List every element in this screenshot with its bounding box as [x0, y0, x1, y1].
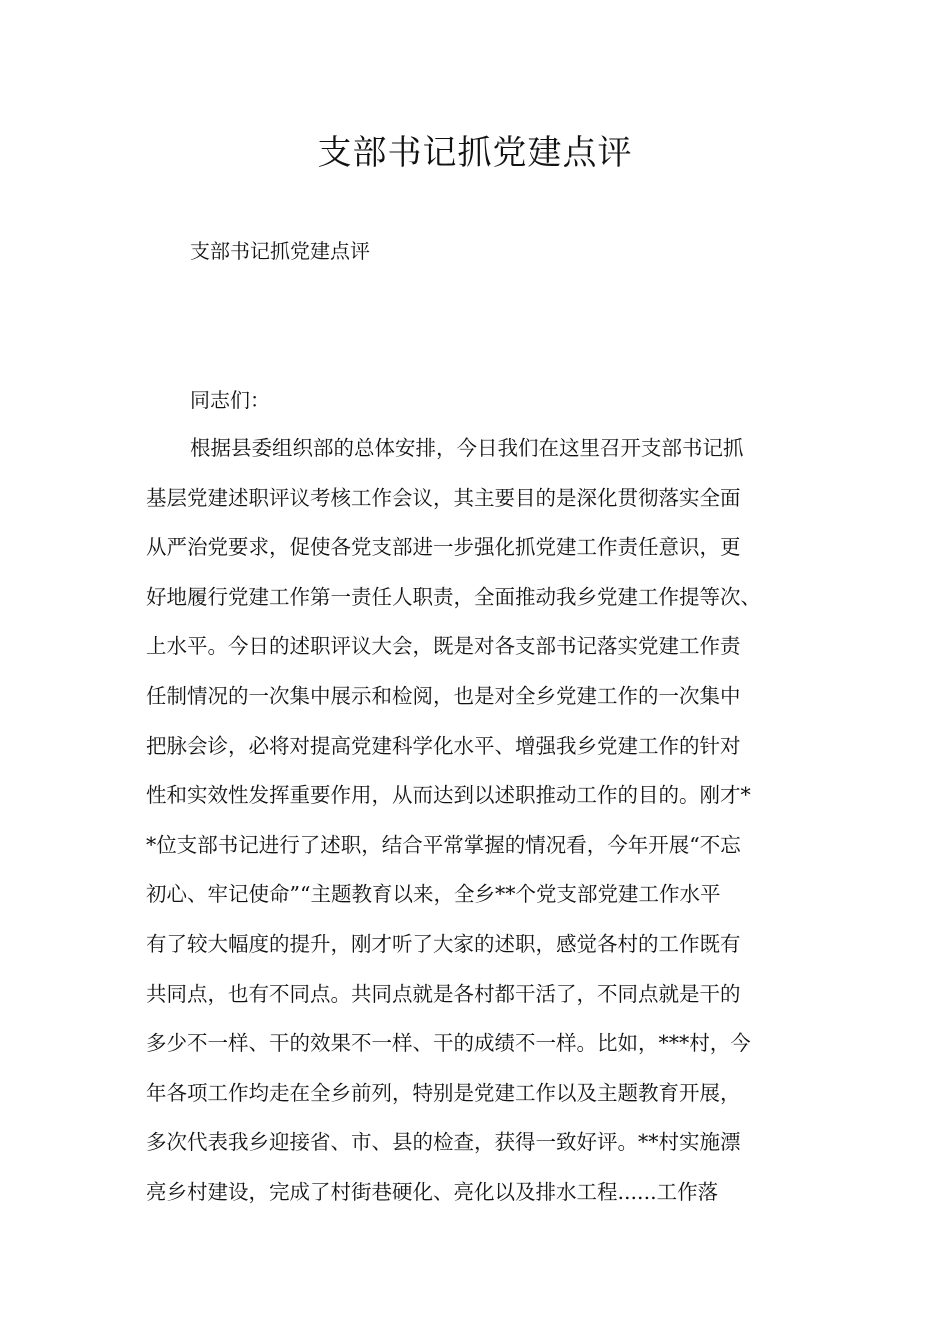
- body-line: 年各项工作均走在全乡前列，特别是党建工作以及主题教育开展，: [146, 1080, 741, 1105]
- body-line: 从严治党要求，促使各党支部进一步强化抓党建工作责任意识，更: [146, 535, 741, 560]
- document-title: 支部书记抓党建点评: [317, 133, 633, 173]
- body-line: 初心、牢记使命”“主题教育以来，全乡**个党支部党建工作水平: [146, 882, 721, 907]
- body-line: 多少不一样、干的效果不一样、干的成绩不一样。比如，***村，今: [146, 1031, 751, 1056]
- body-line: 基层党建述职评议考核工作会议，其主要目的是深化贯彻落实全面: [146, 485, 741, 510]
- body-line: 好地履行党建工作第一责任人职责，全面推动我乡党建工作提等次、: [146, 584, 761, 609]
- document-subtitle: 支部书记抓党建点评: [190, 239, 370, 263]
- body-line: 多次代表我乡迎接省、市、县的检查，获得一致好评。**村实施漂: [146, 1130, 741, 1155]
- body-line: 亮乡村建设，完成了村街巷硬化、亮化以及排水工程......工作落: [146, 1179, 719, 1204]
- body-line: 根据县委组织部的总体安排，今日我们在这里召开支部书记抓: [190, 436, 744, 460]
- body-line: 把脉会诊，必将对提高党建科学化水平、增强我乡党建工作的针对: [146, 733, 741, 758]
- body-text: [0, 433, 950, 1227]
- body-line: 任制情况的一次集中展示和检阅，也是对全乡党建工作的一次集中: [146, 683, 741, 708]
- body-line: 性和实效性发挥重要作用，从而达到以述职推动工作的目的。刚才*: [146, 783, 751, 808]
- body-line: 共同点，也有不同点。共同点就是各村都干活了，不同点就是干的: [146, 981, 741, 1006]
- body-line: 有了较大幅度的提升，刚才听了大家的述职，感觉各村的工作既有: [146, 931, 741, 956]
- body-line: *位支部书记进行了述职，结合平常掌握的情况看，今年开展“不忘: [146, 832, 741, 857]
- body-line: 上水平。今日的述职评议大会，既是对各支部书记落实党建工作责: [146, 634, 741, 659]
- greeting: 同志们：: [190, 388, 270, 412]
